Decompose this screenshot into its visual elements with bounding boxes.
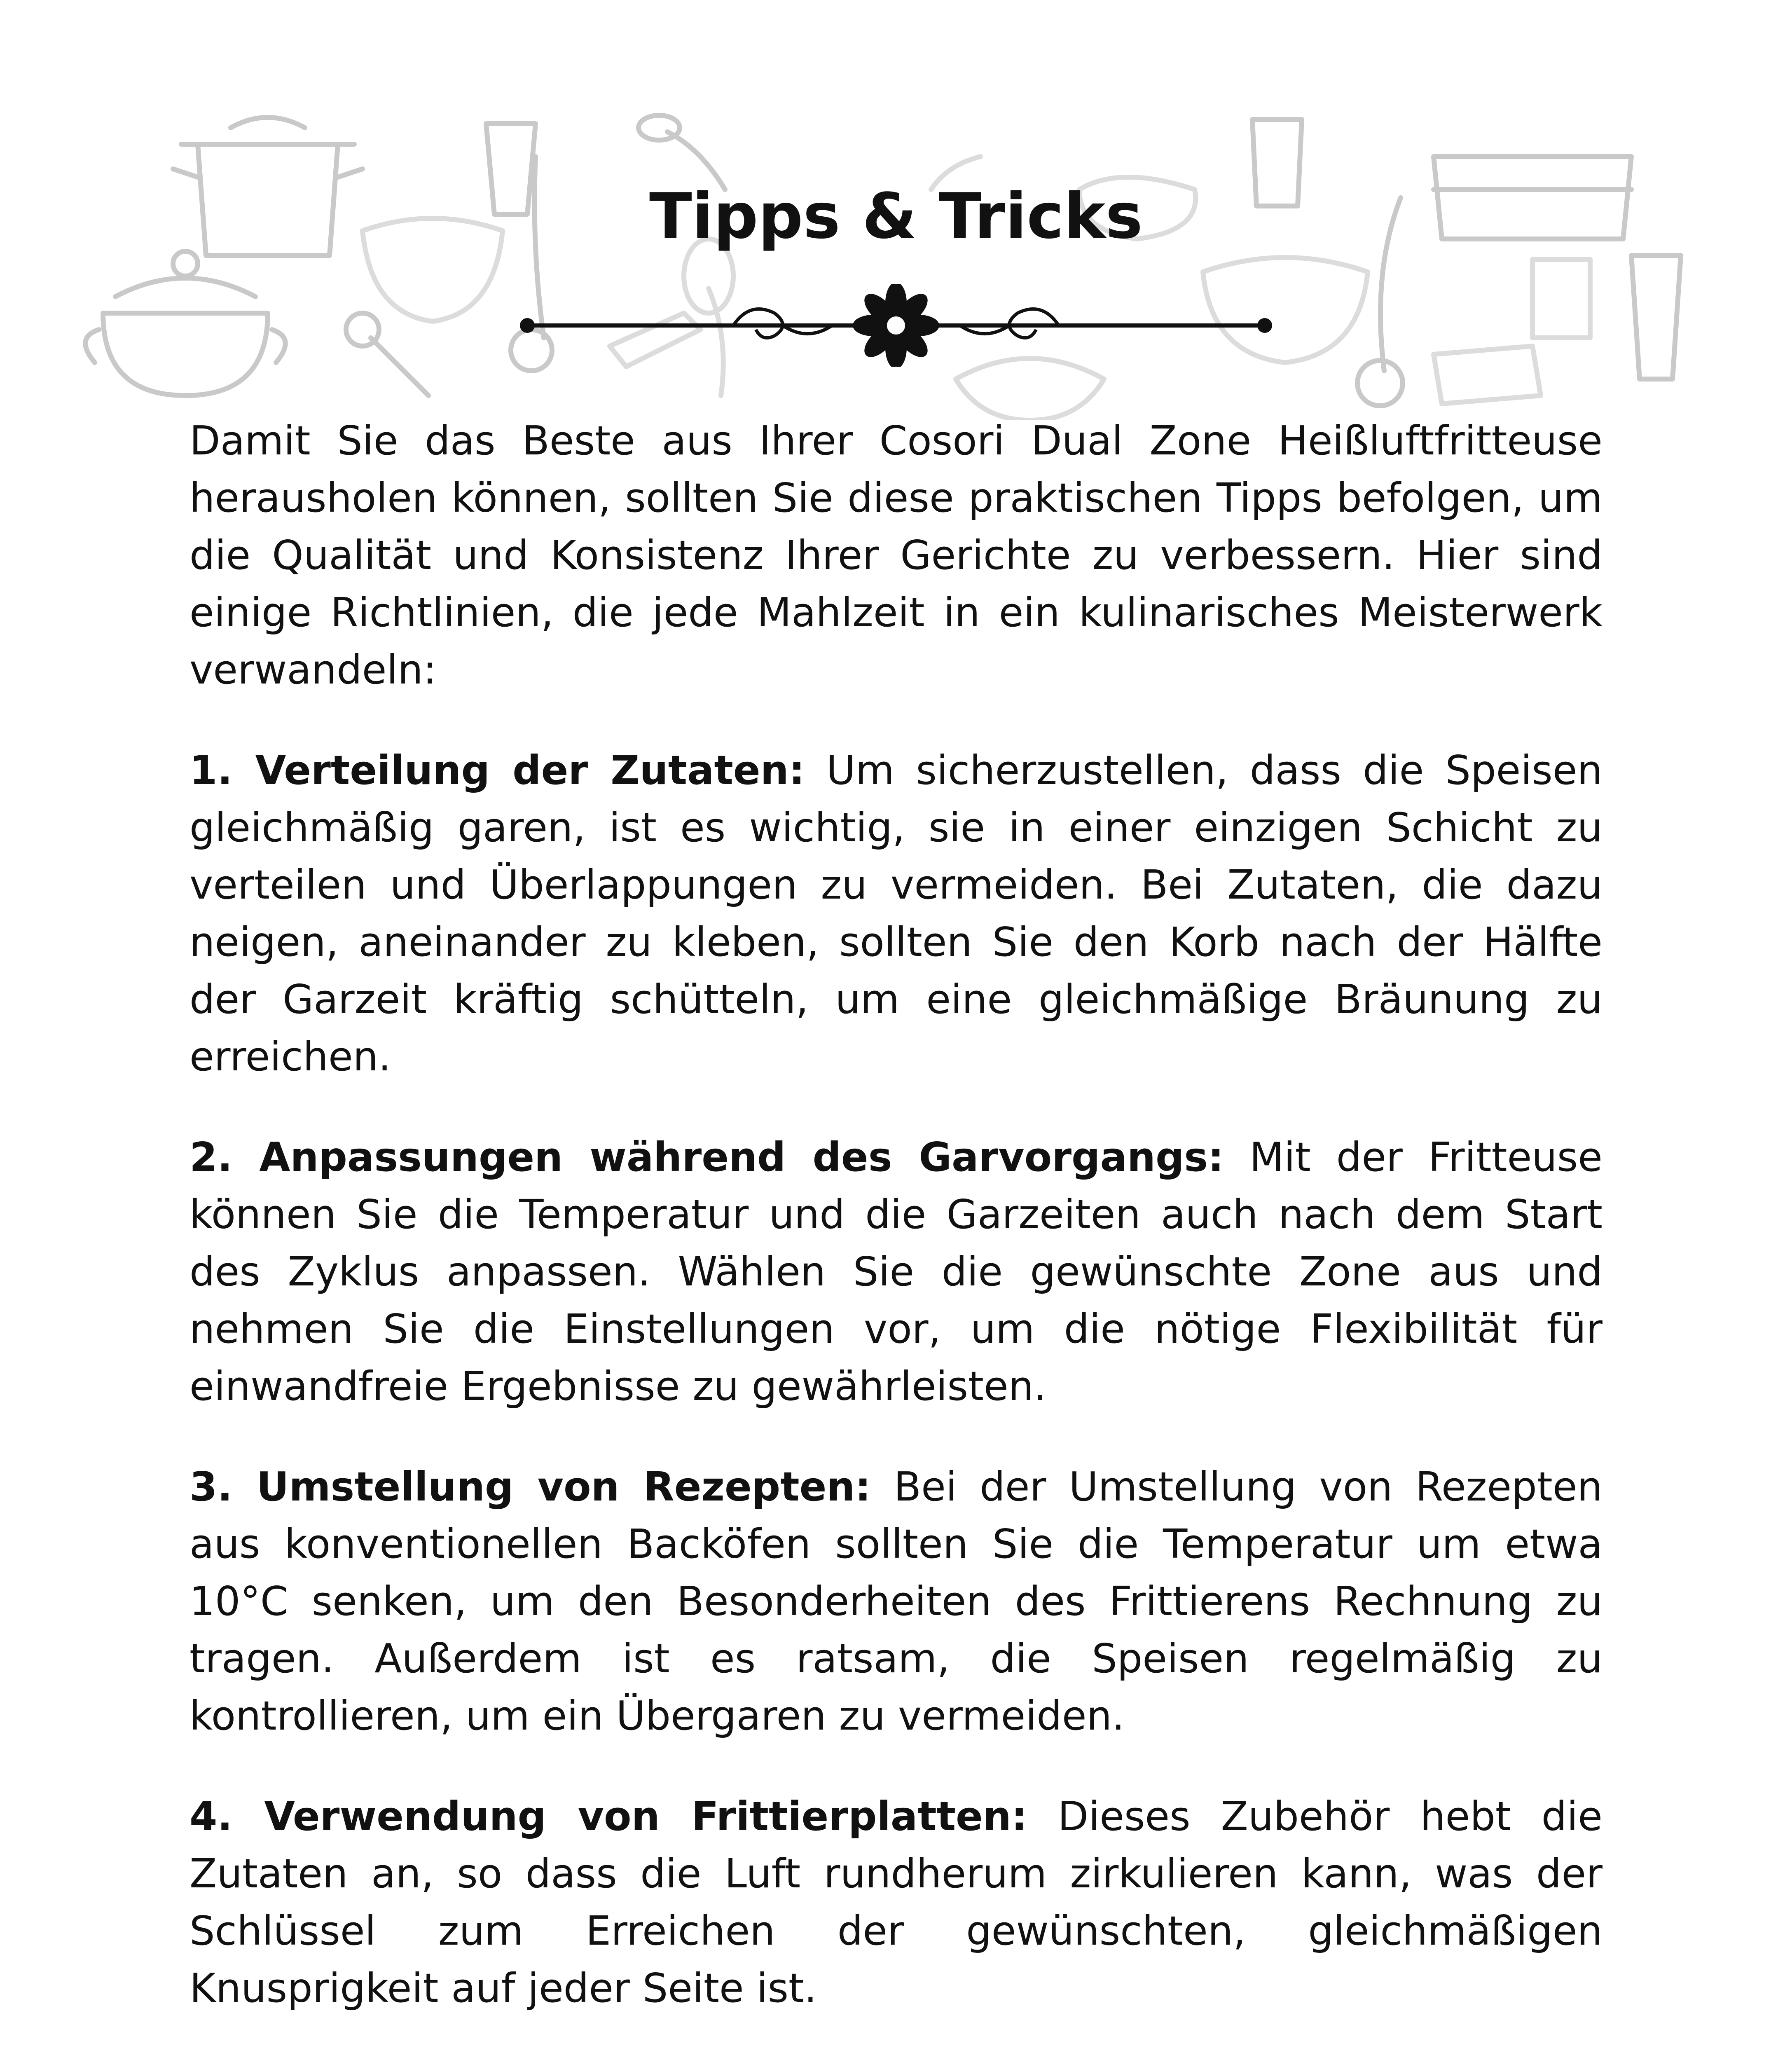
intro-paragraph: Damit Sie das Beste aus Ihrer Cosori Dual Zone Heißluftfritteuse herausholen können, sollten Sie diese praktischen Tipps befolgen, um die Qualität und Konsistenz Ihrer Gerichte zu verbessern. Hier sind einige Richtlinien, die jede Mahlzeit in ein kulinarisches Meisterwerk verwandeln:	[189, 417, 1603, 693]
tip-text-4: Dieses Zubehör hebt die Zutaten an, so dass die Luft rundherum zirkulieren kann, was der Schlüssel zum Erreichen der gewünschten, gleichmäßigen Knusprigkeit auf jeder Seite ist.	[189, 1793, 1603, 2011]
tip-heading-1: 1. Verteilung der Zutaten:	[189, 747, 805, 794]
page-title: Tipps & Tricks	[649, 180, 1143, 253]
tips-content	[189, 412, 1603, 2060]
tip-paragraph-4	[189, 1788, 1603, 2017]
flower-divider-icon	[519, 284, 1273, 367]
ornament-divider-svg	[519, 284, 1273, 367]
tip-heading-3: 3. Umstellung von Rezepten:	[189, 1463, 871, 1510]
tip-text-2: Mit der Fritteuse können Sie die Temperatur und die Garzeiten auch nach dem Start des Zyklus anpassen. Wählen Sie die gewünschte Zone aus und nehmen Sie die Einstellungen vor, um die nötige Flexibilität für einwandfreie Ergebnisse zu gewährleisten.	[189, 1134, 1603, 1409]
tip-heading-4: 4. Verwendung von Frittierplatten:	[189, 1793, 1027, 1840]
tip-heading-2: 2. Anpassungen während des Garvorgangs:	[189, 1134, 1224, 1180]
tip-paragraph-3	[189, 1458, 1603, 1744]
tip-paragraph-2	[189, 1128, 1603, 1415]
tip-text-3: Bei der Umstellung von Rezepten aus konventionellen Backöfen sollten Sie die Temperatur um etwa 10°C senken, um den Besonderheiten des Frittierens Rechnung zu tragen. Außerdem ist es ratsam, die Speisen regelmäßig zu kontrollieren, um ein Übergaren zu vermeiden.	[189, 1463, 1603, 1739]
tip-paragraph-1	[189, 742, 1603, 1085]
tip-text-1: Um sicherzustellen, dass die Speisen gleichmäßig garen, ist es wichtig, sie in einer einzigen Schicht zu verteilen und Überlappungen zu vermeiden. Bei Zutaten, die dazu neigen, aneinander zu kleben, sollten Sie den Korb nach der Hälfte der Garzeit kräftig schütteln, um eine gleichmäßige Bräunung zu erreichen.	[189, 747, 1603, 1080]
